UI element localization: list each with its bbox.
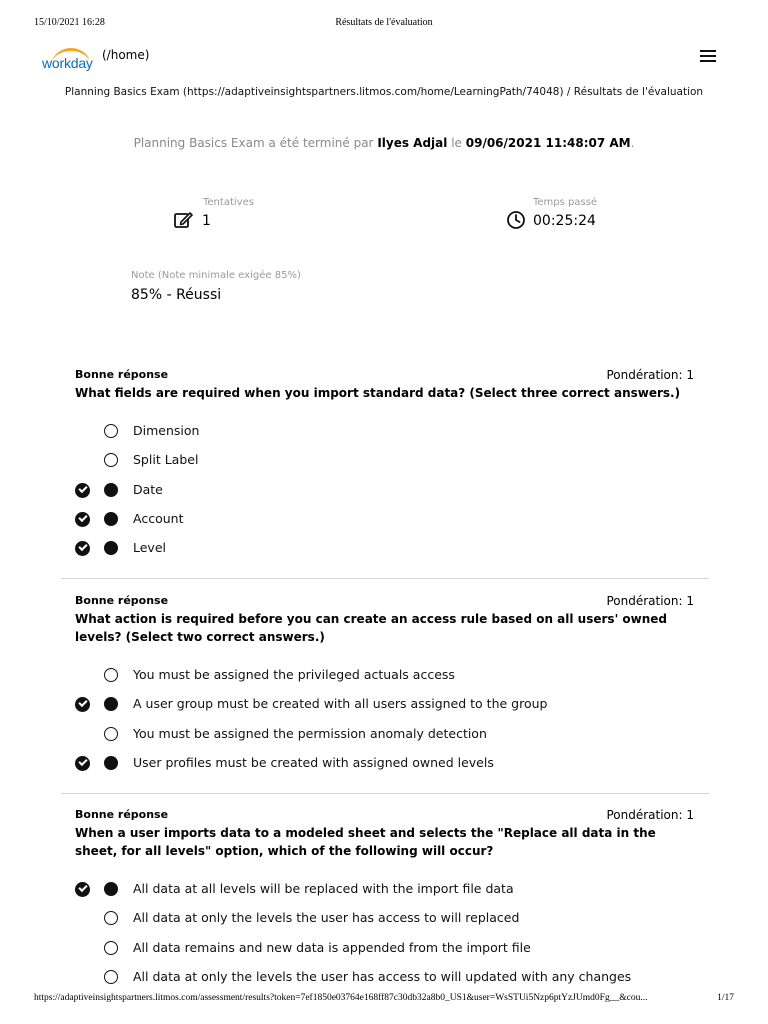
logo-text: workday [42,55,93,71]
time-spent-label: Temps passé [533,197,598,208]
radio-unselected-icon[interactable] [104,453,118,467]
completed-by-text: a été terminé par [268,136,374,150]
answer-status: Bonne réponse [75,368,169,381]
answer-option[interactable] [75,909,694,929]
time-spent-value: 00:25:24 [533,213,596,229]
home-link[interactable]: (/home) [102,48,150,62]
answer-option[interactable] [75,422,694,442]
radio-selected-icon[interactable] [104,483,118,497]
answer-option[interactable] [75,539,694,559]
question-divider [61,578,709,579]
option-label: Dimension [133,423,200,438]
answer-option[interactable] [75,968,694,988]
question-weight: Pondération: 1 [606,368,694,382]
question-text: What action is required before you can create an access rule based on all users' owned levels? (Select two correct answers.) [75,612,668,644]
option-label: You must be assigned the permission anomaly detection [133,725,487,741]
hamburger-menu-icon[interactable] [700,48,716,62]
completion-date: 09/06/2021 11:48:07 AM [465,136,631,150]
question-divider [61,793,709,794]
print-footer [34,993,734,1007]
radio-unselected-icon[interactable] [104,668,118,682]
answer-option[interactable] [75,510,694,530]
option-label: Split Label [133,452,199,468]
correct-check-icon [75,483,90,498]
option-label: All data at all levels will be replaced with the import file data [133,881,514,896]
grade-value: 85% - Réussi [131,287,222,303]
option-label: A user group must be created with all users assigned to the group [133,696,548,712]
grade-label: Note (Note minimale exigée 85%) [131,270,301,281]
answer-option[interactable] [75,451,694,471]
answer-option[interactable] [75,754,694,774]
answer-option[interactable] [75,725,694,745]
option-label: Account [133,510,184,526]
option-label: All data at only the levels the user has access to will replaced [133,910,520,926]
answer-option[interactable] [75,939,694,959]
answer-option[interactable] [75,695,694,715]
radio-unselected-icon[interactable] [104,424,118,438]
correct-check-icon [75,541,90,556]
radio-unselected-icon[interactable] [104,970,118,984]
correct-check-icon [75,882,90,897]
question-weight: Pondération: 1 [606,594,694,608]
radio-selected-icon[interactable] [104,541,118,555]
answer-option[interactable] [75,666,694,686]
option-label: User profiles must be created with assigned owned levels [133,754,494,770]
print-title: Résultats de l'évaluation [335,17,433,28]
completion-summary [0,136,768,150]
correct-check-icon [75,512,90,527]
option-label: Date [133,481,163,497]
page-number: 1/17 [717,993,734,1003]
answer-status: Bonne réponse [75,594,169,607]
workday-logo[interactable] [42,48,104,70]
correct-check-icon [75,697,90,712]
radio-unselected-icon[interactable] [104,911,118,925]
option-label: All data at only the levels the user has access to will updated with any changes [133,968,632,984]
radio-selected-icon[interactable] [104,756,118,770]
print-datetime: 15/10/2021 16:28 [34,17,105,28]
answer-option[interactable] [75,481,694,501]
print-url: https://adaptiveinsightspartners.litmos.com/assessment/results?token=7ef1850e03764e168ff87c30db32a8b0_US1&user=WsSTUi5Nzp6ptYzJUmd0Fg__&cou... [34,993,648,1003]
answer-option[interactable] [75,880,694,900]
clock-icon [506,210,526,230]
radio-selected-icon[interactable] [104,512,118,526]
radio-unselected-icon[interactable] [104,727,118,741]
option-label: You must be assigned the privileged actuals access [133,667,455,682]
radio-selected-icon[interactable] [104,882,118,896]
option-label: All data remains and new data is appended from the import file [133,939,531,955]
edit-icon [173,210,193,230]
radio-unselected-icon[interactable] [104,941,118,955]
option-label: Level [133,540,166,556]
attempts-value: 1 [202,213,211,229]
question-weight: Pondération: 1 [606,808,694,822]
user-name: Ilyes Adjal [377,136,448,150]
on-text: le [451,136,462,150]
radio-selected-icon[interactable] [104,697,118,711]
summary-period: . [630,136,635,150]
question-text: When a user imports data to a modeled sheet and selects the "Replace all data in the sheet, for all levels" option, which of the following will occur? [75,826,656,858]
top-bar [42,44,716,70]
question-text: What fields are required when you import standard data? (Select three correct answers.) [75,386,681,400]
breadcrumb[interactable]: Planning Basics Exam (https://adaptiveinsightspartners.litmos.com/home/LearningPath/74048) / Résultats de l'évaluation [64,86,704,98]
answer-status: Bonne réponse [75,808,169,821]
attempts-label: Tentatives [203,197,254,208]
print-header [34,17,734,31]
correct-check-icon [75,756,90,771]
exam-name: Planning Basics Exam [133,136,265,150]
